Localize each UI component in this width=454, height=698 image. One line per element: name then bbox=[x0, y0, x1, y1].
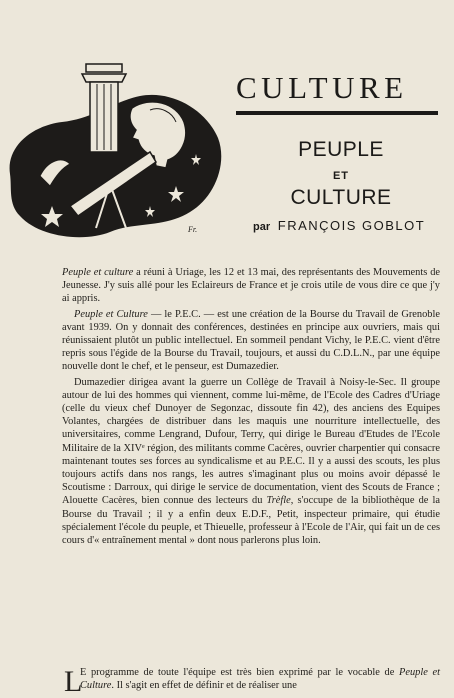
next-text-b: . Il s'agit en effet de définir et de réaliser une bbox=[111, 680, 297, 691]
next-italic: Peuple et Culture bbox=[80, 667, 440, 691]
headline-line-2: ET bbox=[332, 170, 350, 182]
paragraph-1 bbox=[62, 266, 440, 306]
culture-illustration bbox=[0, 56, 225, 241]
column-capital bbox=[86, 64, 122, 72]
section-title: CULTURE bbox=[236, 70, 408, 105]
p3-text-a: Dumazedier dirigea avant la guerre un Collège de Travail à Noisy-le-Sec. Il groupe autour de lui des hommes qui viennent, comme lui-même, de l'Ecole des Cadres d'Uriage (celle du vieux chef Dunoyer de Segonzac, dissoute fin 42), des anciens des Equipes Volantes, chargées de distribuer dans les maquis une nourriture intellectuelle, des universitaires, comme Lengrand, Dufour, Terry, qui dirige le Bureau d'Etudes de l'Ecole Militaire de la XIVᵉ région, des militants comme Cacères, ouvrier charpentier qui consacre maintenant toutes ses forces au syndicalisme et au P.E.C. Il y a aussi des scouts, les plus toujours actifs dans nos rangs, les autres s'imaginant plus ou moins avoir dépassé le Scoutisme : Darroux, qui dirige le service de documentation, vient des Scouts de France ; Alouette Cacères, bien connue des lecteurs du bbox=[62, 376, 440, 507]
byline bbox=[253, 218, 425, 233]
column-scroll bbox=[82, 74, 126, 82]
p2-text: — le P.E.C. — est une création de la Bourse du Travail de Grenoble avant 1939. On y donnait des conférences, destinées en principe aux ouvriers, mais qui réunissaient plutôt un public intellectuel. En sommeil pendant Vichy, le P.E.C. vient d'être repris sous l'égide de la Bourse du Travail, toujours, et aussi du C.D.L.N., par une équipe nouvelle dont le chef, et le penseur, est Dumazedier. bbox=[62, 308, 440, 373]
article-body bbox=[62, 266, 440, 549]
p1-lead: Peuple et culture bbox=[62, 267, 134, 278]
headline-line-3: CULTURE bbox=[290, 186, 392, 209]
headline-line-1: PEUPLE bbox=[298, 138, 384, 161]
paragraph-2 bbox=[62, 308, 440, 374]
author-name: FRANÇOIS GOBLOT bbox=[277, 218, 426, 233]
next-paragraph-text bbox=[62, 666, 440, 692]
p3-text-b: , s'occupe de la bibliothèque de la Bourse du Travail ; il y a enfin deux E.D.F., Petit, inspecteur primaire, qui étudie spécialement l'école du peuple, et Thieuelle, professeur à l'Ecole de l'Air, qui fait un de ces cours d'« entraînement mental » dont nous parlerons plus loin. bbox=[62, 495, 441, 547]
next-paragraph bbox=[62, 666, 440, 692]
paragraph-3 bbox=[62, 376, 440, 548]
title-rule bbox=[236, 111, 438, 115]
p1-text: a réuni à Uriage, les 12 et 13 mai, des représentants des Mouvements de Jeunesse. J'y suis allé pour les Eclaireurs de France et je crois utile de vous dire ce que j'y ai appris. bbox=[62, 267, 440, 305]
illustration-signature: Fr. bbox=[188, 225, 198, 234]
byline-prefix: par bbox=[253, 221, 271, 233]
p3-italic: Trèfle bbox=[266, 495, 291, 507]
next-text-a: E programme de toute l'équipe est très bien exprimé par le vocable de bbox=[80, 667, 399, 678]
p2-lead: Peuple et Culture bbox=[74, 308, 148, 320]
next-paragraph-dropcap: L bbox=[64, 665, 83, 698]
